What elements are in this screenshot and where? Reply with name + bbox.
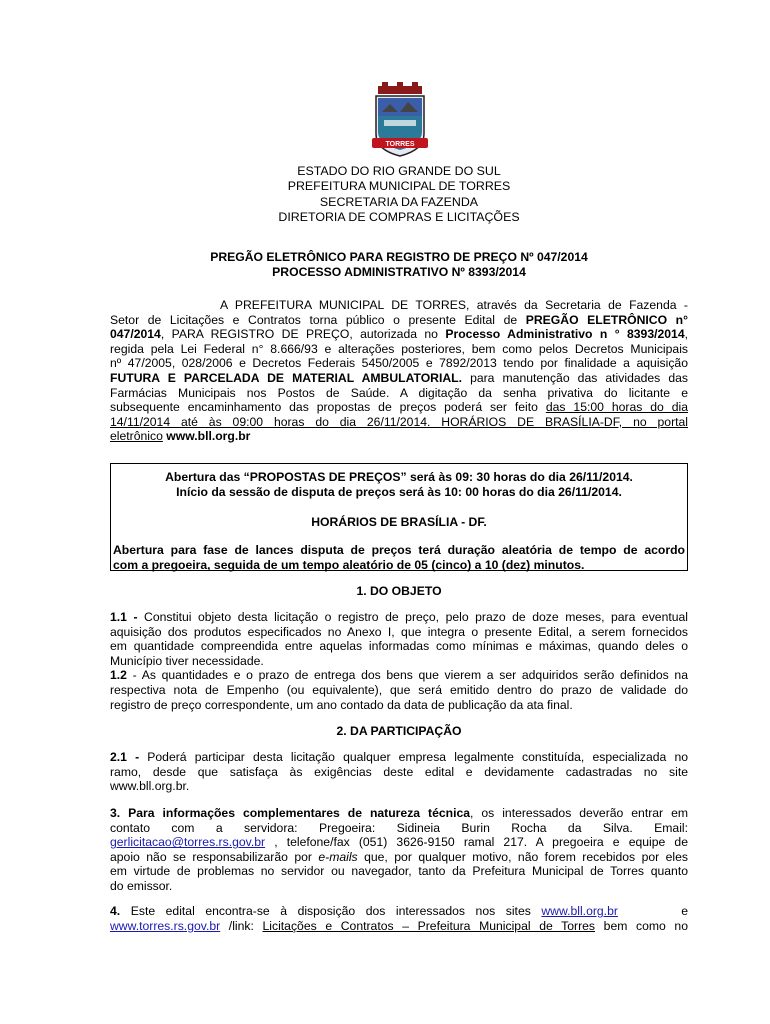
coat-of-arms-logo	[370, 82, 430, 160]
s3-text: , os interessados deverão entrar em	[470, 806, 688, 820]
s4-line	[110, 919, 688, 934]
s1-line	[110, 683, 688, 698]
document-title	[110, 250, 688, 280]
s1-text: registro de preço correspondente, um ano contado da data de publicação da ata final.	[110, 697, 573, 712]
s1-number: 1.1 -	[110, 610, 138, 624]
intro-text: para manutenção das atividades das	[462, 370, 688, 385]
s2-line	[110, 750, 688, 765]
s1-number: 1.2	[110, 668, 127, 683]
torres-link[interactable]: www.torres.rs.gov.br	[110, 918, 221, 933]
intro-line	[110, 298, 688, 313]
s1-text: Município tiver necessidade.	[110, 653, 264, 668]
s1-text: - As quantidades e o prazo de entrega dos bens que vierem a ser adquiridos serão definidos na	[126, 668, 688, 683]
crest-banner: TORRES	[385, 141, 415, 148]
s3-line	[110, 879, 688, 894]
intro-line	[110, 327, 688, 342]
s1-text: Constitui objeto desta licitação o registro de preço, pelo prazo de doze meses, para eventual	[137, 610, 688, 624]
s4-text: Este edital encontra-se à disposição dos interessados nos sites	[120, 904, 542, 918]
intro-underline: eletrônico	[110, 429, 163, 444]
schedule-box	[110, 463, 688, 571]
s1-line	[110, 610, 688, 625]
email-link[interactable]: gerlicitacao@torres.rs.gov.br	[110, 835, 266, 850]
bll-link[interactable]: www.bll.org.br	[541, 904, 618, 918]
s3-text: , telefone/fax (051) 3626-9150 ramal 217. A pregoeira e equipe de	[265, 835, 688, 850]
s1-line	[110, 698, 688, 713]
intro-text: ,	[684, 327, 688, 342]
intro-text: nº 47/2005, 028/2006 e Decretos Federais 5450/2005 e 7892/2013 tendo por finalidade a aquisição	[110, 356, 688, 371]
s3-line	[110, 806, 688, 821]
section-2-heading: 2. DA PARTICIPAÇÃO	[336, 724, 462, 738]
s1-line	[110, 639, 688, 654]
s1-text: respectiva nota de Empenho (ou equivalente), que será emitido dentro do prazo de validade do	[110, 682, 688, 697]
intro-line	[110, 429, 688, 444]
box-session-start: Início da sessão de disputa de preços será às 10: 00 horas do dia 26/11/2014.	[176, 484, 622, 499]
s3-text: contato com a servidora: Pregoeira: Sidineia Burin Rocha da Silva. Email:	[110, 820, 688, 835]
intro-text: Farmácias Municipais nos Postos de Saúde. A digitação da senha privativa do licitante e	[110, 385, 688, 400]
intro-bold: PREGÃO ELETRÔNICO n°	[525, 312, 688, 327]
title-line-1: PREGÃO ELETRÔNICO PARA REGISTRO DE PREÇO Nº 047/2014	[210, 250, 588, 264]
intro-text: Setor de Licitações e Contratos torna público o presente Edital de	[110, 312, 526, 327]
s4-text: /link:	[220, 918, 263, 933]
s3-line	[110, 835, 688, 850]
intro-line	[110, 415, 688, 430]
intro-bold: FUTURA E PARCELADA DE MATERIAL AMBULATORIAL.	[110, 370, 462, 385]
intro-line	[110, 313, 688, 328]
s4-line	[110, 904, 688, 919]
intro-line	[110, 371, 688, 386]
s1-line	[110, 625, 688, 640]
intro-text: , PARA REGISTRO DE PREÇO, autorizada no	[160, 327, 446, 342]
intro-text: subsequente encaminhamento das propostas de preços poderá ser feito	[110, 400, 546, 415]
s1-text: em quantidade compreendida entre aquelas informadas como mínimas e máximas, quando deles o	[110, 639, 688, 654]
intro-bold: 047/2014	[110, 327, 161, 342]
header-prefecture: PREFEITURA MUNICIPAL DE TORRES	[287, 179, 511, 194]
box-bidding-line-1: Abertura para fase de lances disputa de preços terá duração aleatória de tempo de acordo	[113, 543, 685, 557]
title-line-2: PROCESSO ADMINISTRATIVO Nº 8393/2014	[272, 265, 526, 279]
intro-paragraph	[110, 298, 688, 444]
section-1-heading: 1. DO OBJETO	[356, 584, 442, 598]
s3-text: do emissor.	[110, 878, 173, 893]
box-bidding-line-2: com a pregoeira, seguida de um tempo aleatório de 05 (cinco) a 10 (dez) minutos.	[113, 557, 585, 572]
intro-text: A PREFEITURA MUNICIPAL DE TORRES, através da Secretaria de Fazenda -	[220, 298, 688, 312]
s3-heading: 3. Para informações complementares de natureza técnica	[110, 806, 471, 820]
s3-text: em virtude de problemas no servidor ou navegador, tanto da Prefeitura Municipal de Torres quanto	[110, 864, 688, 879]
s1-line	[110, 668, 688, 683]
header-secretariat: SECRETARIA DA FAZENDA	[319, 194, 479, 209]
section-4-paragraph	[110, 904, 688, 933]
header-directorate: DIRETORIA DE COMPRAS E LICITAÇÕES	[278, 210, 520, 225]
section-3-paragraph	[110, 806, 688, 894]
s2-text: ramo, desde que satisfaça às exigências deste edital e devidamente cadastradas no site	[110, 764, 688, 779]
box-proposals-opening: Abertura das “PROPOSTAS DE PREÇOS” será às 09: 30 horas do dia 26/11/2014.	[165, 470, 633, 484]
s1-line	[110, 654, 688, 669]
s4-text: e	[617, 904, 688, 918]
s3-text: apoio não se responsabilizarão por	[110, 849, 319, 864]
intro-underline: das 15:00 horas do dia	[545, 400, 688, 415]
s3-italic: e-mails	[318, 849, 358, 864]
intro-line	[110, 342, 688, 357]
s2-line	[110, 765, 688, 780]
s2-line	[110, 779, 688, 794]
intro-underline: 14/11/2014 até às 09:00 horas do dia 26/11/2014. HORÁRIOS DE BRASÍLIA-DF, no portal	[110, 414, 688, 429]
document-header	[110, 164, 688, 226]
intro-line	[110, 356, 688, 371]
section-1-paragraph-1	[110, 610, 688, 712]
s3-line	[110, 850, 688, 865]
intro-text: regida pela Lei Federal n° 8.666/93 e alterações posteriores, bem como pelos Decretos Municipais	[110, 341, 688, 356]
s2-text: Poderá participar desta licitação qualquer empresa legalmente constituída, especializada no	[139, 750, 688, 764]
box-timezone: HORÁRIOS DE BRASÍLIA - DF.	[311, 515, 487, 529]
intro-line	[110, 400, 688, 415]
header-state: ESTADO DO RIO GRANDE DO SUL	[297, 164, 501, 178]
s1-text: aquisição dos produtos especificados no Anexo I, que integra o presente Edital, a serem fornecidos	[110, 624, 688, 639]
portal-link[interactable]: www.bll.org.br	[162, 429, 251, 444]
s2-number: 2.1 -	[110, 750, 140, 764]
s4-number: 4.	[110, 904, 121, 918]
section-2-paragraph	[110, 750, 688, 794]
s4-text: bem como no	[595, 918, 688, 933]
s3-text: que, por qualquer motivo, não forem recebidos por eles	[357, 849, 688, 864]
intro-bold: Processo Administrativo n ° 8393/2014	[445, 327, 685, 342]
s3-line	[110, 821, 688, 836]
s2-text: www.bll.org.br.	[110, 779, 190, 794]
s3-line	[110, 864, 688, 879]
s4-underline: Licitações e Contratos – Prefeitura Municipal de Torres	[262, 918, 596, 933]
intro-line	[110, 386, 688, 401]
